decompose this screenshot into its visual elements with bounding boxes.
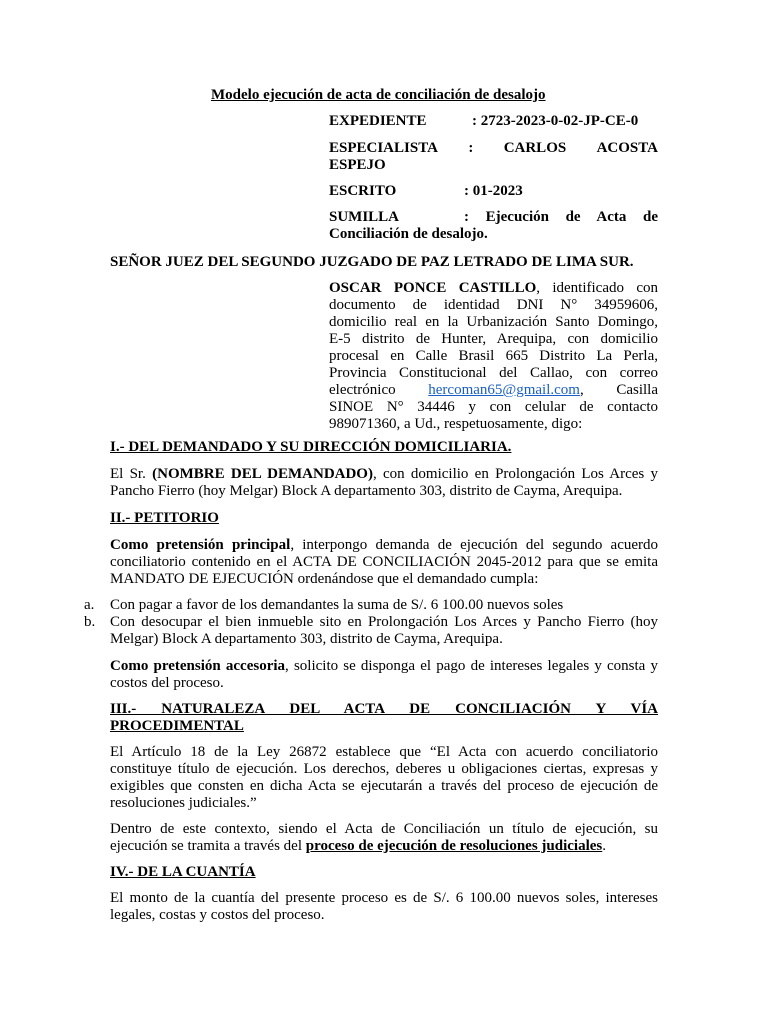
section-3-heading: [110, 701, 658, 735]
intro-line-3: domicilio real en la Urbanización Santo Domingo,: [329, 314, 658, 330]
section-2-line-1-rest: , interpongo demanda de ejecución del segundo acuerdo: [290, 537, 659, 553]
section-3-p2-line-2: [110, 838, 658, 855]
header-escrito: [329, 183, 523, 200]
header-sumilla: [329, 209, 658, 243]
item-b-line-1: Con desocupar el bien inmueble sito en Prolongación Los Arces y Pancho Fierro (hoy: [110, 614, 658, 630]
especialista-label: ESPECIALISTA: [329, 140, 438, 156]
section-2-paragraph-2: [110, 658, 658, 692]
especialista-name-3: ESPEJO: [329, 157, 386, 173]
item-b-text: [110, 614, 658, 648]
section-3-heading-line-1: III.- NATURALEZA DEL ACTA DE CONCILIACIÓN Y VÍA: [110, 701, 658, 717]
section-3-p1-line-3: exigibles que consten en dicha Acta se ejecutarán a través del proceso de ejecución de: [110, 778, 658, 794]
header-especialista: [329, 140, 658, 174]
intro-line-6: Provincia Constitucional del Callao, con correo: [329, 365, 658, 381]
section-1-line-2: Pancho Fierro (hoy Melgar) Block A departamento 303, distrito de Cayma, Arequipa.: [110, 483, 623, 499]
intro-line-2: documento de identidad DNI N° 34959606,: [329, 297, 658, 313]
section-1-line-1: [110, 466, 658, 483]
expediente-label: EXPEDIENTE: [329, 113, 427, 129]
email-link[interactable]: hercoman65@gmail.com: [428, 382, 580, 398]
intro-line-5: procesal en Calle Brasil 665 Distrito La Perla,: [329, 348, 658, 364]
section-3-heading-line-2: PROCEDIMENTAL: [110, 718, 244, 734]
section-2-line-1: [110, 537, 658, 554]
section-2-accessory-line-2: costos del proceso.: [110, 675, 224, 691]
section-1-prefix: El Sr.: [110, 466, 153, 482]
especialista-colon: :: [468, 140, 474, 156]
escrito-value: : 01-2023: [464, 183, 523, 199]
section-2-line-2: conciliatorio contenido en el ACTA DE CONCILIACIÓN 2045-2012 para que se emita: [110, 554, 658, 570]
section-4-paragraph: [110, 890, 658, 924]
addressee: SEÑOR JUEZ DEL SEGUNDO JUZGADO DE PAZ LETRADO DE LIMA SUR.: [110, 254, 634, 270]
item-b-marker: b.: [84, 614, 96, 630]
intro-line-8: SINOE N° 34446 y con celular de contacto: [329, 399, 658, 415]
enforcement-process-phrase: proceso de ejecución de resoluciones judiciales: [305, 838, 603, 854]
section-3-paragraph-1: [110, 744, 658, 812]
intro-line-9: 989071360, a Ud., respetuosamente, digo:: [329, 416, 583, 432]
item-a-text: Con pagar a favor de los demandantes la suma de S/. 6 100.00 nuevos soles: [110, 597, 564, 613]
sumilla-value-line2: Conciliación de desalojo.: [329, 226, 488, 242]
section-3-paragraph-2: [110, 821, 658, 855]
section-2-paragraph-1: [110, 537, 658, 588]
especialista-name-2: ACOSTA: [596, 140, 658, 156]
section-3-p1-line-2: constituye título de ejecución. Los derechos, deberes u obligaciones ciertas, expresas y: [110, 761, 658, 777]
intro-line-7-post-comma: ,: [579, 382, 584, 398]
section-4-line-2: legales, costas y costos del proceso.: [110, 907, 325, 923]
sumilla-label: SUMILLA: [329, 209, 400, 225]
section-2-accessory-line-1-rest: , solicito se disponga el pago de intereses legales y consta y: [285, 658, 658, 674]
intro-line-7-post: Casilla: [616, 382, 658, 398]
plaintiff-name: OSCAR PONCE CASTILLO: [329, 280, 537, 296]
section-3-p2-line-2-pre: ejecución se tramita a través del: [110, 838, 306, 854]
section-2-heading: II.- PETITORIO: [110, 510, 219, 526]
item-a-marker: a.: [84, 597, 95, 613]
section-1-heading: I.- DEL DEMANDADO Y SU DIRECCIÓN DOMICILIARIA.: [110, 439, 512, 455]
section-2-accessory-line-1: [110, 658, 658, 675]
especialista-name-1: CARLOS: [503, 140, 567, 156]
document-title: Modelo ejecución de acta de conciliación de desalojo: [211, 87, 546, 103]
intro-line-7-pre: electrónico: [329, 382, 396, 398]
intro-line-4: E-5 distrito de Hunter, Arequipa, con domicilio: [329, 331, 658, 347]
section-1-paragraph: [110, 466, 658, 500]
intro-line-7: [329, 382, 658, 399]
expediente-value: : 2723-2023-0-02-JP-CE-0: [472, 113, 639, 129]
defendant-name: (NOMBRE DEL DEMANDADO): [152, 466, 373, 482]
escrito-label: ESCRITO: [329, 183, 397, 199]
intro-line-1-rest: , identificado con: [536, 280, 658, 296]
accessory-claim-label: Como pretensión accesoria: [110, 658, 286, 674]
intro-paragraph: [329, 280, 658, 433]
main-claim-label: Como pretensión principal: [110, 537, 291, 553]
sumilla-value-line1: : Ejecución de Acta de: [464, 209, 658, 225]
section-3-p2-line-2-post: .: [602, 838, 606, 854]
section-1-line-1-rest: , con domicilio en Prolongación Los Arces y: [372, 466, 659, 482]
item-b-line-2: Melgar) Block A departamento 303, distrito de Cayma, Arequipa.: [110, 631, 503, 647]
section-2-line-3: MANDATO DE EJECUCIÓN ordenándose que el demandado cumpla:: [110, 571, 539, 587]
section-3-p2-line-1: Dentro de este contexto, siendo el Acta de Conciliación un título de ejecución, su: [110, 821, 658, 837]
header-expediente: [329, 113, 638, 130]
section-4-line-1: El monto de la cuantía del presente proceso es de S/. 6 100.00 nuevos soles, intereses: [110, 890, 658, 906]
section-3-p1-line-4: resoluciones judiciales.”: [110, 795, 257, 811]
intro-line-1: [329, 280, 658, 297]
section-3-p1-line-1: El Artículo 18 de la Ley 26872 establece que “El Acta con acuerdo conciliatorio: [110, 744, 658, 760]
section-4-heading: IV.- DE LA CUANTÍA: [110, 864, 256, 880]
